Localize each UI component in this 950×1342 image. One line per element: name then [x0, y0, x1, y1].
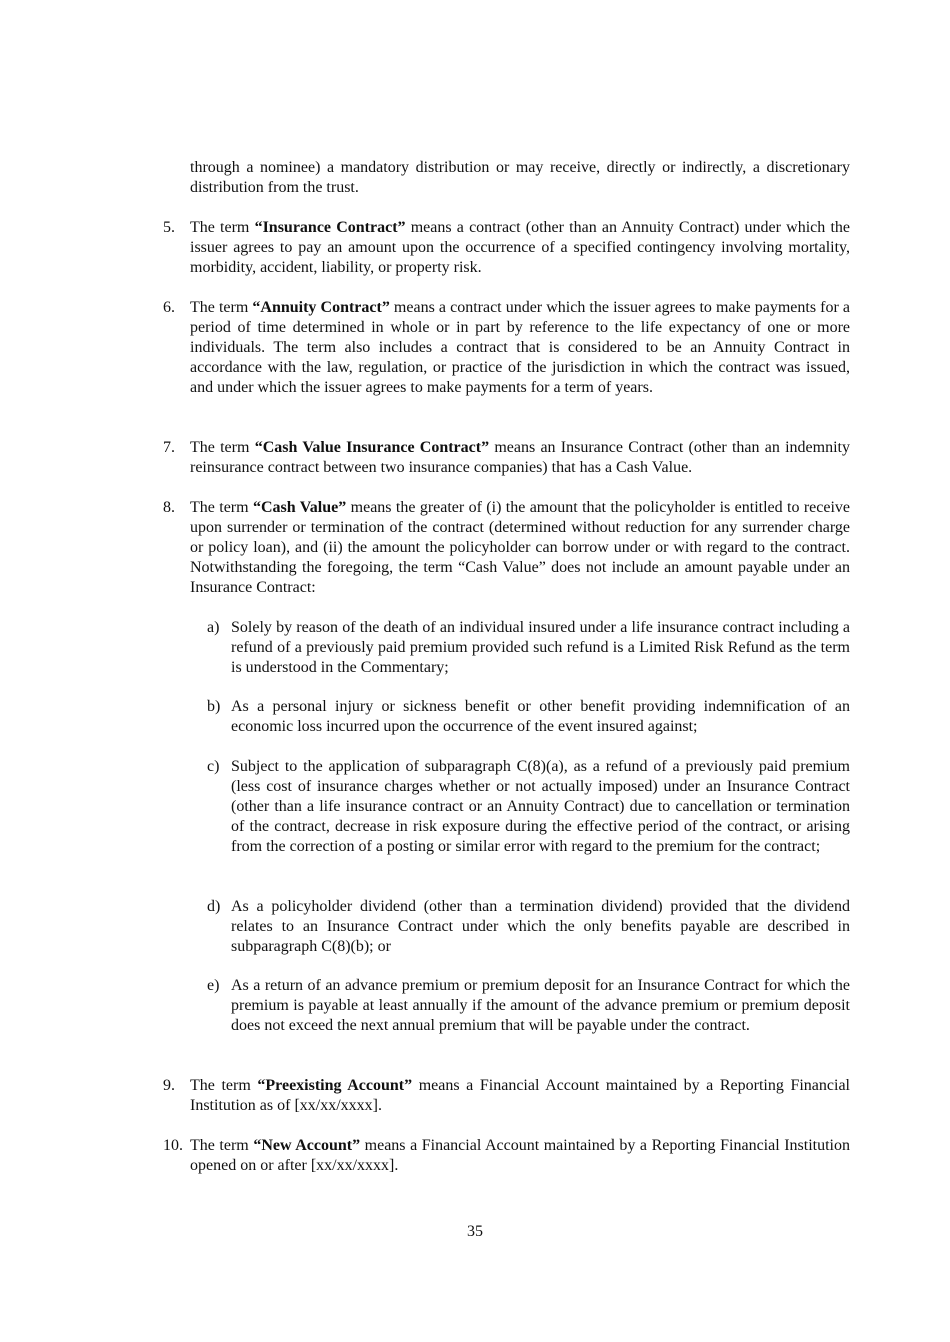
item-number: 9.	[163, 1077, 175, 1094]
intro-paragraph: through a nominee) a mandatory distribution or may receive, directly or indirectly, a discretionary distribution from the trust.	[190, 159, 850, 196]
subitem-text: As a personal injury or sickness benefit or other benefit providing indemnification of an economic loss incurred upon the occurrence of the event insured against;	[231, 698, 850, 735]
item-number: 5.	[163, 219, 175, 236]
definition-insurance-contract: The term “Insurance Contract” means a contract (other than an Annuity Contract) under which the issuer agrees to pay an amount upon the occurrence of a specified contingency involving mortality, morbidity, accident, liability, or property risk.	[190, 219, 850, 276]
defined-term: “Annuity Contract”	[252, 299, 390, 316]
subitem-text: Subject to the application of subparagraph C(8)(a), as a refund of a previously paid premium (less cost of insurance charges whether or not actually imposed) under an Insurance Contract (other than a life insurance contract or an Annuity Contract) due to cancellation or termination of the contract, decrease in risk exposure during the effective period of the contract, or arising from the correction of a posting or similar error with regard to the premium for the contract;	[231, 758, 850, 855]
defined-term: “New Account”	[253, 1137, 361, 1154]
page-number: 35	[467, 1223, 483, 1240]
definition-cash-value: The term “Cash Value” means the greater of (i) the amount that the policyholder is entitled to receive upon surrender or termination of the contract (determined without reduction for any surrender charge or policy loan), and (ii) the amount the policyholder can borrow under or with regard to the contract. Notwithstanding the foregoing, the term “Cash Value” does not include an amount payable under an Insurance Contract:	[190, 499, 851, 596]
item-number: 7.	[163, 439, 175, 456]
subitem-label: a)	[207, 619, 220, 636]
item-number: 8.	[163, 499, 175, 516]
definition-cash-value-insurance-contract: The term “Cash Value Insurance Contract” means an Insurance Contract (other than an indemnity reinsurance contract between two insurance companies) that has a Cash Value.	[190, 439, 850, 476]
defined-term: “Cash Value Insurance Contract”	[254, 439, 490, 456]
definition-preexisting-account: The term “Preexisting Account” means a Financial Account maintained by a Reporting Financial Institution as of [xx/xx/xxxx].	[190, 1077, 850, 1114]
subitem-text: As a policyholder dividend (other than a termination dividend) provided that the dividend relates to an Insurance Contract under which the only benefits payable are described in subparagraph C(8)(b); or	[231, 898, 850, 955]
item-number: 10.	[163, 1137, 183, 1154]
subitem-label: e)	[207, 977, 220, 994]
item-number: 6.	[163, 299, 175, 316]
definition-new-account: The term “New Account” means a Financial Account maintained by a Reporting Financial Institution opened on or after [xx/xx/xxxx].	[190, 1137, 850, 1174]
defined-term: “Cash Value”	[252, 499, 347, 516]
subitem-label: d)	[207, 898, 221, 915]
defined-term: “Insurance Contract”	[254, 219, 406, 236]
definition-annuity-contract: The term “Annuity Contract” means a contract under which the issuer agrees to make payments for a period of time determined in whole or in part by reference to the life expectancy of one or more individuals. The term also includes a contract that is considered to be an Annuity Contract in accordance with the law, regulation, or practice of the jurisdiction in which the contract was issued, and under which the issuer agrees to make payments for a term of years.	[190, 299, 850, 396]
subitem-text: As a return of an advance premium or premium deposit for an Insurance Contract for which the premium is payable at least annually if the amount of the advance premium or premium deposit does not exceed the next annual premium that will be payable under the contract.	[231, 977, 850, 1034]
subitem-text: Solely by reason of the death of an individual insured under a life insurance contract including a refund of a previously paid premium provided such refund is a Limited Risk Refund as the term is understood in the Commentary;	[231, 619, 850, 676]
subitem-label: b)	[207, 698, 221, 715]
defined-term: “Preexisting Account”	[257, 1077, 413, 1094]
subitem-label: c)	[207, 758, 220, 775]
